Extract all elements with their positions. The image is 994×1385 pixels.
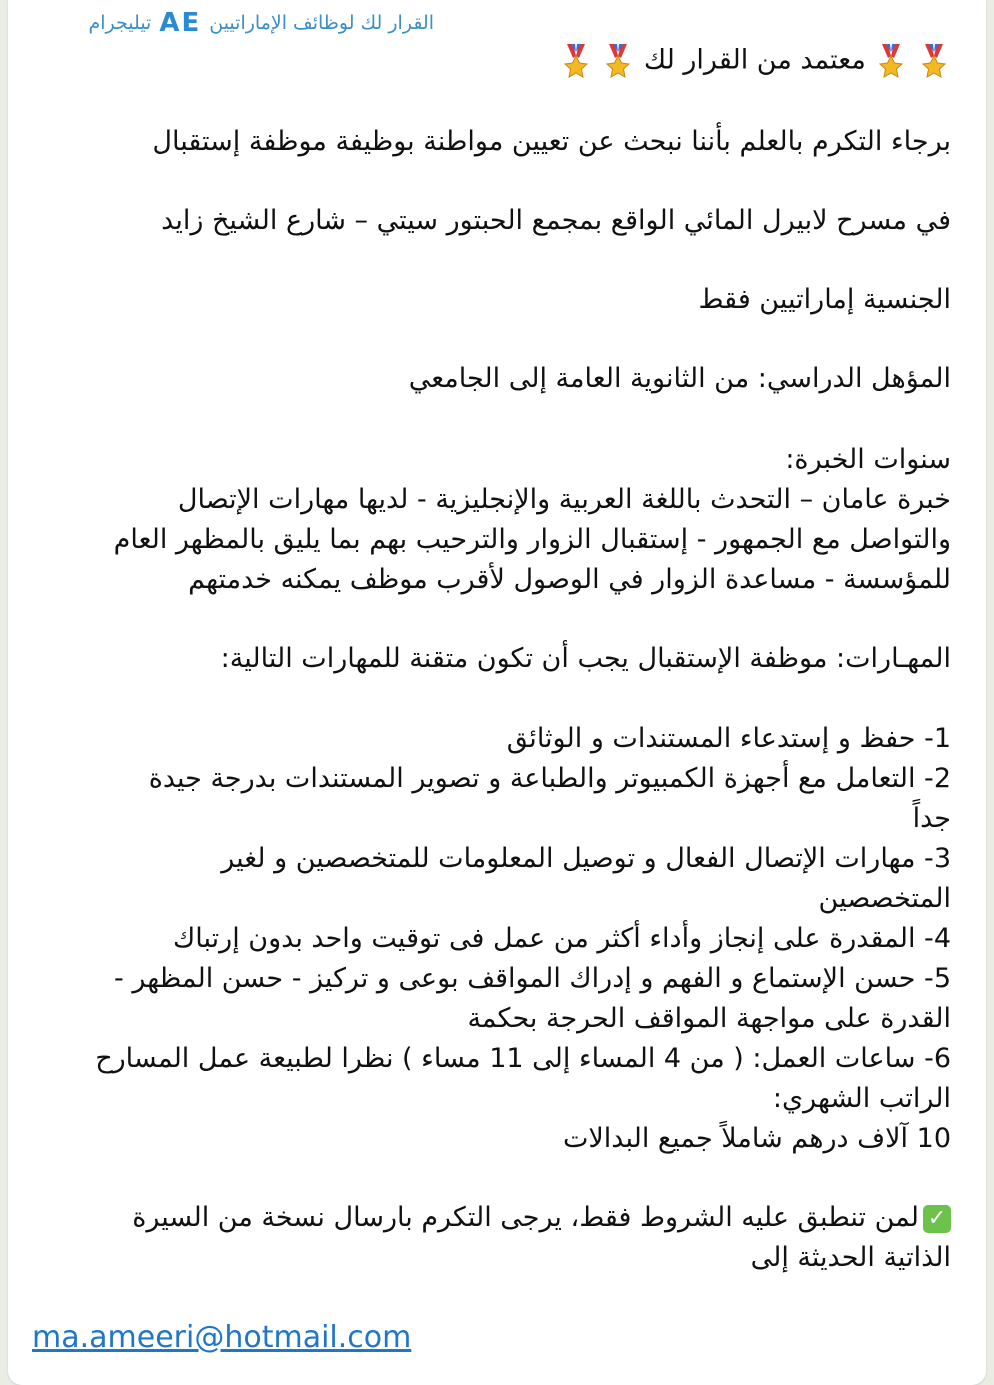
approved-line [559, 44, 951, 78]
salary-value: 10 آلاف درهم شاملاً جميع البدالات [562, 1123, 951, 1154]
check-mark-button-icon: ✓ [923, 1205, 951, 1233]
experience-line: خبرة عامان – التحدث باللغة العربية والإنجليزية - لديها مهارات الإتصال [177, 484, 951, 515]
skill-item: 5- حسن الإستماع و الفهم و إدراك المواقف بوعى و تركيز - حسن المظهر - [114, 963, 951, 994]
location-line: في مسرح لابيرل المائي الواقع بمجمع الحبتور سيتي – شارع الشيخ زايد [161, 205, 951, 236]
apply-line: الذاتية الحديثة إلى [750, 1242, 951, 1273]
military-medal-icon [603, 44, 633, 78]
skill-item: 1- حفظ و إستدعاء المستندات و الوثائق [506, 723, 951, 754]
channel-name[interactable]: القرار لك لوظائف الإماراتيين [209, 12, 434, 34]
ae-badge-icon: AE [159, 8, 202, 38]
skill-item: 2- التعامل مع أجهزة الكمبيوتر والطباعة و تصوير المستندات بدرجة جيدة [148, 763, 951, 794]
experience-heading: سنوات الخبرة: [785, 444, 951, 475]
military-medal-icon [919, 44, 949, 78]
military-medal-icon [561, 44, 591, 78]
nationality-line: الجنسية إماراتيين فقط [698, 284, 951, 315]
channel-header[interactable] [4, 8, 434, 38]
skill-item: 6- ساعات العمل: ( من 4 المساء إلى 11 مساء ) نظرا لطبيعة عمل المسارح [95, 1043, 951, 1074]
salary-heading: الراتب الشهري: [772, 1083, 951, 1114]
apply-text: لمن تنطبق عليه الشروط فقط، يرجى التكرم بارسال نسخة من السيرة [132, 1202, 919, 1233]
military-medal-icon [876, 44, 906, 78]
experience-line: للمؤسسة - مساعدة الزوار في الوصول لأقرب موظف يمكنه خدمتهم [188, 564, 951, 595]
skill-item-continuation: المتخصصين [818, 883, 951, 914]
skill-item-continuation: جداً [912, 803, 951, 834]
skill-item-continuation: القدرة على مواجهة المواقف الحرجة بحكمة [467, 1003, 951, 1034]
education-line: المؤهل الدراسي: من الثانوية العامة إلى الجامعي [408, 363, 951, 394]
email-link[interactable]: ma.ameeri@hotmail.com [32, 1320, 412, 1355]
skills-heading: المهـارات: موظفة الإستقبال يجب أن تكون متقنة للمهارات التالية: [220, 643, 951, 674]
skill-item: 4- المقدرة على إنجاز وأداء أكثر من عمل فى توقيت واحد بدون إرتباك [173, 923, 951, 954]
apply-line [132, 1202, 951, 1233]
intro-line: برجاء التكرم بالعلم بأننا نبحث عن تعيين مواطنة بوظيفة موظفة إستقبال [152, 126, 951, 157]
approved-text: معتمد من القرار لك [643, 44, 866, 76]
experience-line: والتواصل مع الجمهور - إستقبال الزوار والترحيب بهم بما يليق بالمظهر العام [113, 524, 951, 555]
platform-name: تيليجرام [88, 12, 152, 34]
message-bubble [8, 0, 986, 1385]
skill-item: 3- مهارات الإتصال الفعال و توصيل المعلومات للمتخصصين و لغير [221, 843, 951, 874]
